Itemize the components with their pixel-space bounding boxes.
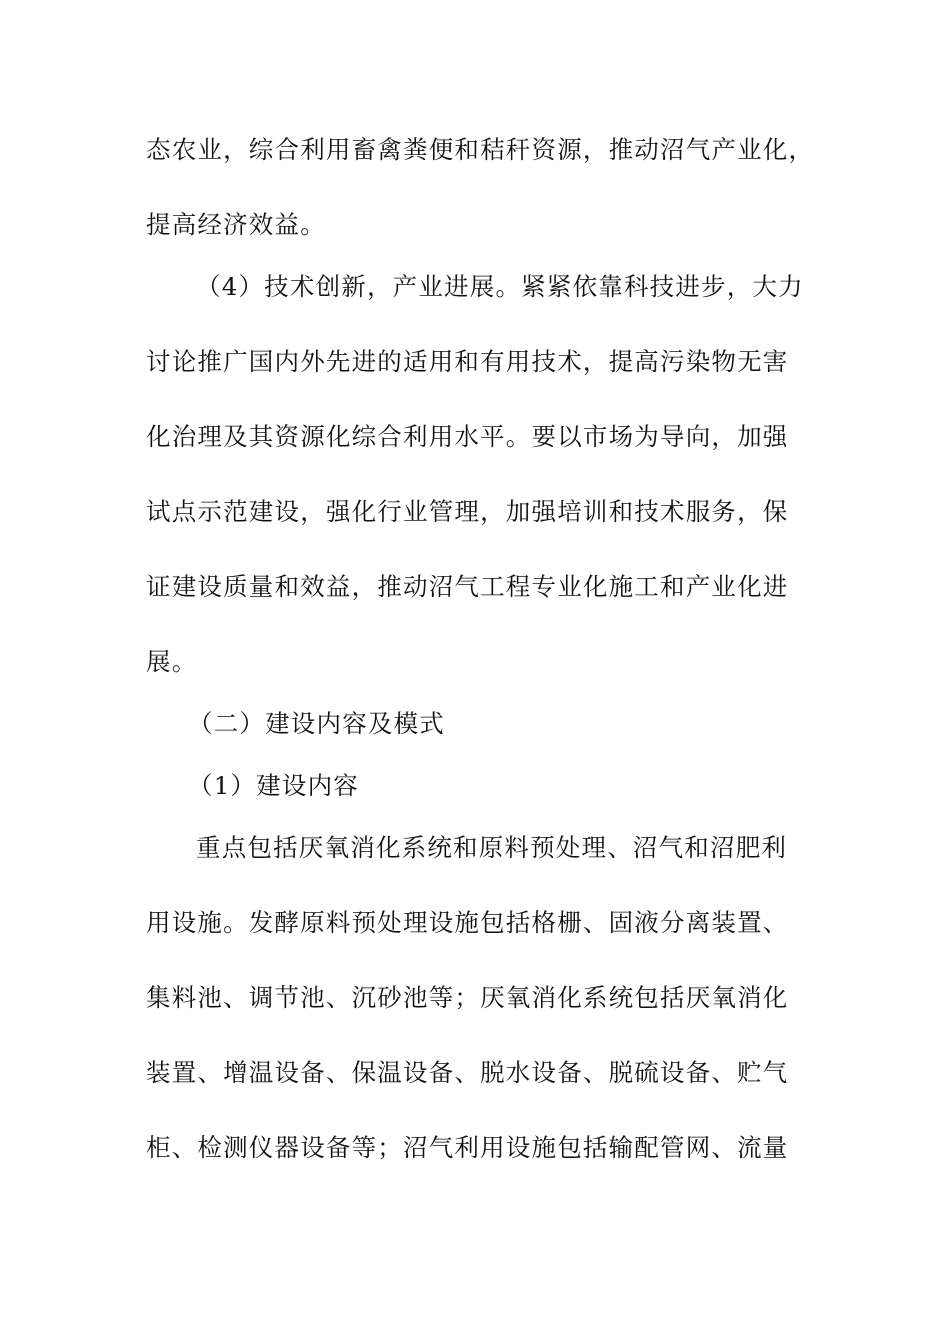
- paragraph-line-4: 讨论推广国内外先进的适用和有用技术，提高污染物无害: [146, 347, 789, 376]
- section-heading: （二）建设内容及模式: [188, 709, 445, 738]
- paragraph-line-13: 柜、检测仪器设备等；沼气利用设施包括输配管网、流量: [146, 1133, 789, 1162]
- paragraph-line-11: 集料池、调节池、沉砂池等；厌氧消化系统包括厌氧消化: [146, 983, 789, 1012]
- paragraph-line-6: 试点示范建设，强化行业管理，加强培训和技术服务，保: [146, 497, 789, 526]
- paragraph-line-9: 重点包括厌氧消化系统和原料预处理、沼气和沼肥利: [196, 833, 788, 862]
- paragraph-line-3: （4）技术创新，产业进展。紧紧依靠科技进步，大力: [196, 272, 804, 301]
- subsection-heading: （1）建设内容: [188, 771, 359, 800]
- paragraph-line-7: 证建设质量和效益，推动沼气工程专业化施工和产业化进: [146, 572, 789, 601]
- paragraph-line-8: 展。: [146, 647, 198, 676]
- paragraph-line-2: 提高经济效益。: [146, 210, 326, 239]
- paragraph-line-5: 化治理及其资源化综合利用水平。要以市场为导向，加强: [146, 422, 789, 451]
- paragraph-line-12: 装置、增温设备、保温设备、脱水设备、脱硫设备、贮气: [146, 1058, 789, 1087]
- paragraph-line-10: 用设施。发酵原料预处理设施包括格栅、固液分离装置、: [146, 908, 789, 937]
- paragraph-line-1: 态农业，综合利用畜禽粪便和秸秆资源，推动沼气产业化，: [146, 135, 815, 164]
